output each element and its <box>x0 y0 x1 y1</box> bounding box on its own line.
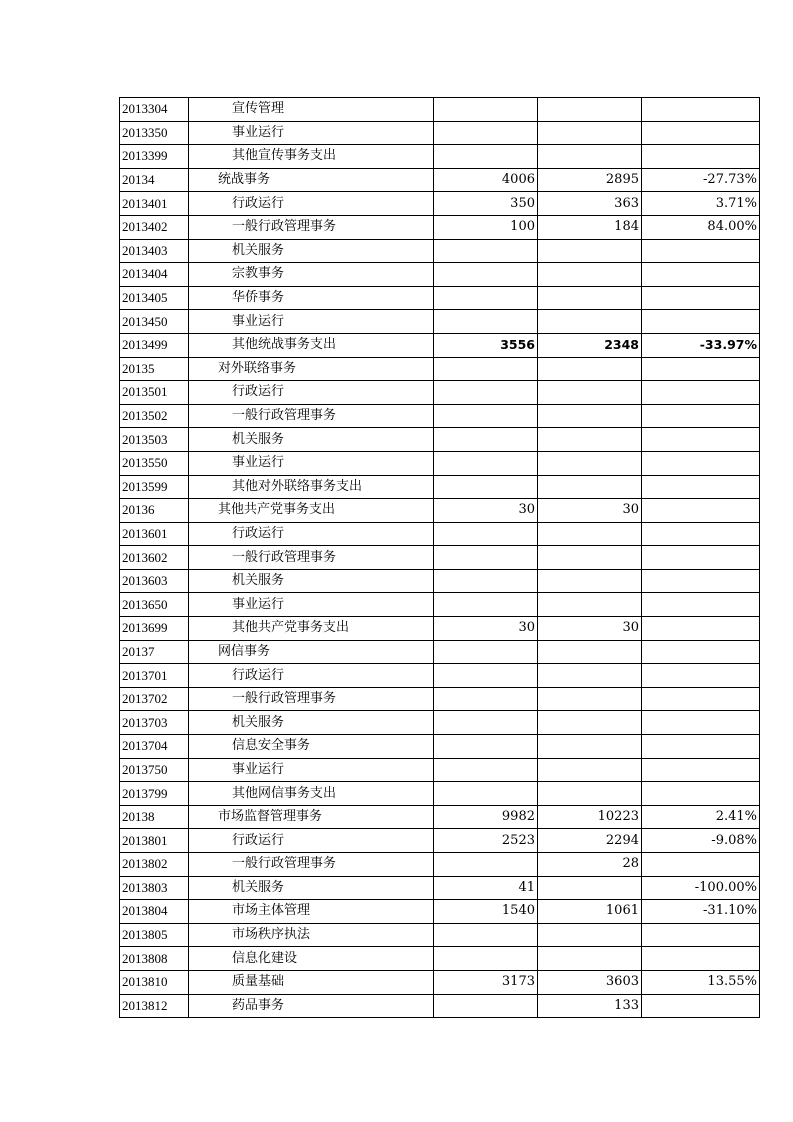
cell-change-rate <box>642 617 760 641</box>
cell-value-2 <box>538 876 642 900</box>
cell-name: 行政运行 <box>189 829 434 853</box>
table-row <box>120 923 760 947</box>
cell-change-rate <box>642 475 760 499</box>
table-row <box>120 239 760 263</box>
cell-change-rate: 84.00% <box>642 215 760 239</box>
table-row <box>120 947 760 971</box>
cell-change-rate: -33.97% <box>642 333 760 357</box>
cell-code: 2013812 <box>120 994 189 1018</box>
cell-value-1 <box>434 735 538 759</box>
cell-value-2 <box>538 640 642 664</box>
cell-change-rate <box>642 923 760 947</box>
cell-name: 其他宣传事务支出 <box>189 145 434 169</box>
cell-value-2: 133 <box>538 994 642 1018</box>
cell-name: 对外联络事务 <box>189 357 434 381</box>
table-row <box>120 735 760 759</box>
table-row <box>120 475 760 499</box>
cell-name: 行政运行 <box>189 381 434 405</box>
cell-value-1 <box>434 994 538 1018</box>
cell-value-1 <box>434 546 538 570</box>
cell-value-2 <box>538 239 642 263</box>
table-row <box>120 758 760 782</box>
table-row <box>120 286 760 310</box>
cell-code: 20136 <box>120 499 189 523</box>
cell-change-rate <box>642 947 760 971</box>
cell-name: 宗教事务 <box>189 263 434 287</box>
cell-value-2 <box>538 310 642 334</box>
cell-value-2 <box>538 145 642 169</box>
cell-value-2 <box>538 546 642 570</box>
table-row <box>120 428 760 452</box>
cell-code: 20137 <box>120 640 189 664</box>
cell-value-1 <box>434 782 538 806</box>
cell-value-1 <box>434 593 538 617</box>
cell-code: 2013499 <box>120 333 189 357</box>
cell-value-2 <box>538 404 642 428</box>
cell-name: 市场监督管理事务 <box>189 805 434 829</box>
cell-value-1 <box>434 357 538 381</box>
cell-change-rate <box>642 687 760 711</box>
cell-change-rate: 3.71% <box>642 192 760 216</box>
cell-value-2 <box>538 286 642 310</box>
cell-name: 华侨事务 <box>189 286 434 310</box>
cell-value-1 <box>434 239 538 263</box>
cell-code: 2013403 <box>120 239 189 263</box>
cell-change-rate <box>642 853 760 877</box>
cell-value-2 <box>538 782 642 806</box>
cell-name: 一般行政管理事务 <box>189 215 434 239</box>
cell-value-2 <box>538 357 642 381</box>
cell-name: 统战事务 <box>189 168 434 192</box>
cell-value-2 <box>538 451 642 475</box>
cell-code: 2013404 <box>120 263 189 287</box>
table-row <box>120 381 760 405</box>
cell-name: 质量基础 <box>189 970 434 994</box>
cell-value-1: 100 <box>434 215 538 239</box>
cell-change-rate: 2.41% <box>642 805 760 829</box>
cell-code: 20134 <box>120 168 189 192</box>
cell-change-rate <box>642 451 760 475</box>
cell-name: 一般行政管理事务 <box>189 853 434 877</box>
cell-value-1 <box>434 404 538 428</box>
cell-name: 事业运行 <box>189 451 434 475</box>
cell-change-rate <box>642 239 760 263</box>
cell-name: 信息化建设 <box>189 947 434 971</box>
table-row <box>120 263 760 287</box>
cell-change-rate <box>642 310 760 334</box>
cell-name: 事业运行 <box>189 593 434 617</box>
cell-value-2 <box>538 522 642 546</box>
cell-value-2: 184 <box>538 215 642 239</box>
table-row <box>120 664 760 688</box>
cell-value-1 <box>434 381 538 405</box>
cell-name: 其他共产党事务支出 <box>189 617 434 641</box>
cell-code: 2013401 <box>120 192 189 216</box>
cell-value-1: 1540 <box>434 900 538 924</box>
cell-code: 2013550 <box>120 451 189 475</box>
cell-code: 2013650 <box>120 593 189 617</box>
cell-value-2: 28 <box>538 853 642 877</box>
table-row <box>120 900 760 924</box>
table-row <box>120 593 760 617</box>
cell-value-2 <box>538 263 642 287</box>
table-row <box>120 569 760 593</box>
cell-name: 机关服务 <box>189 569 434 593</box>
cell-value-1 <box>434 451 538 475</box>
cell-value-1: 9982 <box>434 805 538 829</box>
cell-value-1 <box>434 522 538 546</box>
cell-name: 机关服务 <box>189 876 434 900</box>
cell-code: 2013399 <box>120 145 189 169</box>
cell-change-rate <box>642 640 760 664</box>
table-row <box>120 499 760 523</box>
cell-code: 2013450 <box>120 310 189 334</box>
table-row <box>120 853 760 877</box>
cell-code: 2013405 <box>120 286 189 310</box>
cell-change-rate: -9.08% <box>642 829 760 853</box>
cell-change-rate <box>642 357 760 381</box>
cell-change-rate <box>642 121 760 145</box>
cell-code: 2013803 <box>120 876 189 900</box>
cell-change-rate: -31.10% <box>642 900 760 924</box>
cell-code: 2013350 <box>120 121 189 145</box>
cell-value-2 <box>538 711 642 735</box>
cell-code: 2013702 <box>120 687 189 711</box>
cell-code: 2013503 <box>120 428 189 452</box>
cell-name: 行政运行 <box>189 522 434 546</box>
cell-code: 2013603 <box>120 569 189 593</box>
cell-value-1 <box>434 569 538 593</box>
cell-value-2 <box>538 758 642 782</box>
cell-value-2: 1061 <box>538 900 642 924</box>
cell-code: 2013703 <box>120 711 189 735</box>
cell-change-rate <box>642 758 760 782</box>
cell-name: 宣传管理 <box>189 98 434 122</box>
cell-value-1 <box>434 121 538 145</box>
cell-name: 网信事务 <box>189 640 434 664</box>
cell-code: 2013805 <box>120 923 189 947</box>
cell-name: 市场主体管理 <box>189 900 434 924</box>
cell-name: 药品事务 <box>189 994 434 1018</box>
cell-value-1 <box>434 664 538 688</box>
cell-code: 2013699 <box>120 617 189 641</box>
cell-change-rate <box>642 569 760 593</box>
cell-name: 其他共产党事务支出 <box>189 499 434 523</box>
cell-code: 2013704 <box>120 735 189 759</box>
cell-value-1 <box>434 853 538 877</box>
cell-change-rate <box>642 499 760 523</box>
cell-code: 2013810 <box>120 970 189 994</box>
cell-value-1: 350 <box>434 192 538 216</box>
cell-value-1: 3556 <box>434 333 538 357</box>
cell-name: 其他网信事务支出 <box>189 782 434 806</box>
cell-value-1 <box>434 263 538 287</box>
cell-value-2 <box>538 475 642 499</box>
cell-name: 事业运行 <box>189 310 434 334</box>
cell-value-1: 30 <box>434 499 538 523</box>
cell-change-rate <box>642 286 760 310</box>
table-row <box>120 970 760 994</box>
cell-code: 2013802 <box>120 853 189 877</box>
cell-code: 2013801 <box>120 829 189 853</box>
cell-code: 2013501 <box>120 381 189 405</box>
table-row <box>120 687 760 711</box>
table-row <box>120 121 760 145</box>
cell-value-2 <box>538 98 642 122</box>
cell-change-rate <box>642 711 760 735</box>
cell-code: 2013402 <box>120 215 189 239</box>
table-row <box>120 994 760 1018</box>
cell-name: 机关服务 <box>189 428 434 452</box>
cell-code: 2013808 <box>120 947 189 971</box>
cell-code: 2013804 <box>120 900 189 924</box>
cell-code: 2013701 <box>120 664 189 688</box>
cell-change-rate <box>642 404 760 428</box>
cell-value-1 <box>434 711 538 735</box>
cell-value-1: 30 <box>434 617 538 641</box>
cell-value-2 <box>538 381 642 405</box>
cell-change-rate <box>642 593 760 617</box>
cell-change-rate: -27.73% <box>642 168 760 192</box>
cell-change-rate: 13.55% <box>642 970 760 994</box>
cell-value-1 <box>434 640 538 664</box>
cell-name: 一般行政管理事务 <box>189 404 434 428</box>
table-row <box>120 192 760 216</box>
cell-change-rate <box>642 263 760 287</box>
cell-code: 2013799 <box>120 782 189 806</box>
cell-value-1 <box>434 145 538 169</box>
table-row <box>120 451 760 475</box>
cell-value-2: 30 <box>538 617 642 641</box>
table-row <box>120 711 760 735</box>
cell-change-rate <box>642 145 760 169</box>
cell-name: 行政运行 <box>189 192 434 216</box>
cell-name: 其他对外联络事务支出 <box>189 475 434 499</box>
cell-code: 2013599 <box>120 475 189 499</box>
cell-change-rate <box>642 546 760 570</box>
cell-change-rate <box>642 522 760 546</box>
cell-name: 市场秩序执法 <box>189 923 434 947</box>
cell-change-rate: -100.00% <box>642 876 760 900</box>
cell-value-1 <box>434 923 538 947</box>
cell-value-2: 2294 <box>538 829 642 853</box>
table-row <box>120 168 760 192</box>
cell-code: 2013750 <box>120 758 189 782</box>
table-row <box>120 333 760 357</box>
cell-value-2: 30 <box>538 499 642 523</box>
cell-value-2 <box>538 735 642 759</box>
cell-value-2: 2895 <box>538 168 642 192</box>
cell-name: 一般行政管理事务 <box>189 546 434 570</box>
cell-value-1 <box>434 286 538 310</box>
cell-value-1: 2523 <box>434 829 538 853</box>
cell-code: 2013304 <box>120 98 189 122</box>
table-row <box>120 98 760 122</box>
cell-name: 其他统战事务支出 <box>189 333 434 357</box>
cell-value-2 <box>538 569 642 593</box>
cell-name: 机关服务 <box>189 239 434 263</box>
cell-value-2 <box>538 121 642 145</box>
cell-value-1 <box>434 687 538 711</box>
cell-change-rate <box>642 428 760 452</box>
cell-value-1 <box>434 310 538 334</box>
cell-code: 2013502 <box>120 404 189 428</box>
table-body <box>120 98 760 1018</box>
cell-name: 信息安全事务 <box>189 735 434 759</box>
cell-code: 2013601 <box>120 522 189 546</box>
cell-name: 事业运行 <box>189 758 434 782</box>
cell-value-2: 2348 <box>538 333 642 357</box>
cell-name: 一般行政管理事务 <box>189 687 434 711</box>
table-row <box>120 617 760 641</box>
cell-value-1 <box>434 947 538 971</box>
table-row <box>120 215 760 239</box>
cell-name: 事业运行 <box>189 121 434 145</box>
table-row <box>120 357 760 381</box>
cell-value-2 <box>538 593 642 617</box>
cell-value-2: 10223 <box>538 805 642 829</box>
cell-name: 机关服务 <box>189 711 434 735</box>
cell-code: 20138 <box>120 805 189 829</box>
table-row <box>120 522 760 546</box>
cell-code: 2013602 <box>120 546 189 570</box>
cell-name: 行政运行 <box>189 664 434 688</box>
cell-value-1 <box>434 98 538 122</box>
cell-value-1 <box>434 428 538 452</box>
budget-table <box>119 97 760 1018</box>
cell-value-1 <box>434 475 538 499</box>
table-row <box>120 310 760 334</box>
table-row <box>120 829 760 853</box>
cell-value-2: 3603 <box>538 970 642 994</box>
cell-change-rate <box>642 381 760 405</box>
cell-value-1: 3173 <box>434 970 538 994</box>
cell-change-rate <box>642 994 760 1018</box>
cell-value-2 <box>538 923 642 947</box>
cell-value-1: 41 <box>434 876 538 900</box>
table-row <box>120 546 760 570</box>
cell-change-rate <box>642 782 760 806</box>
cell-value-1 <box>434 758 538 782</box>
cell-value-1: 4006 <box>434 168 538 192</box>
cell-code: 20135 <box>120 357 189 381</box>
cell-change-rate <box>642 98 760 122</box>
table-row <box>120 145 760 169</box>
table-row <box>120 876 760 900</box>
table-row <box>120 805 760 829</box>
cell-value-2 <box>538 947 642 971</box>
cell-value-2 <box>538 428 642 452</box>
table-row <box>120 640 760 664</box>
table-row <box>120 404 760 428</box>
cell-change-rate <box>642 735 760 759</box>
cell-value-2 <box>538 664 642 688</box>
table-row <box>120 782 760 806</box>
cell-value-2 <box>538 687 642 711</box>
cell-value-2: 363 <box>538 192 642 216</box>
cell-change-rate <box>642 664 760 688</box>
